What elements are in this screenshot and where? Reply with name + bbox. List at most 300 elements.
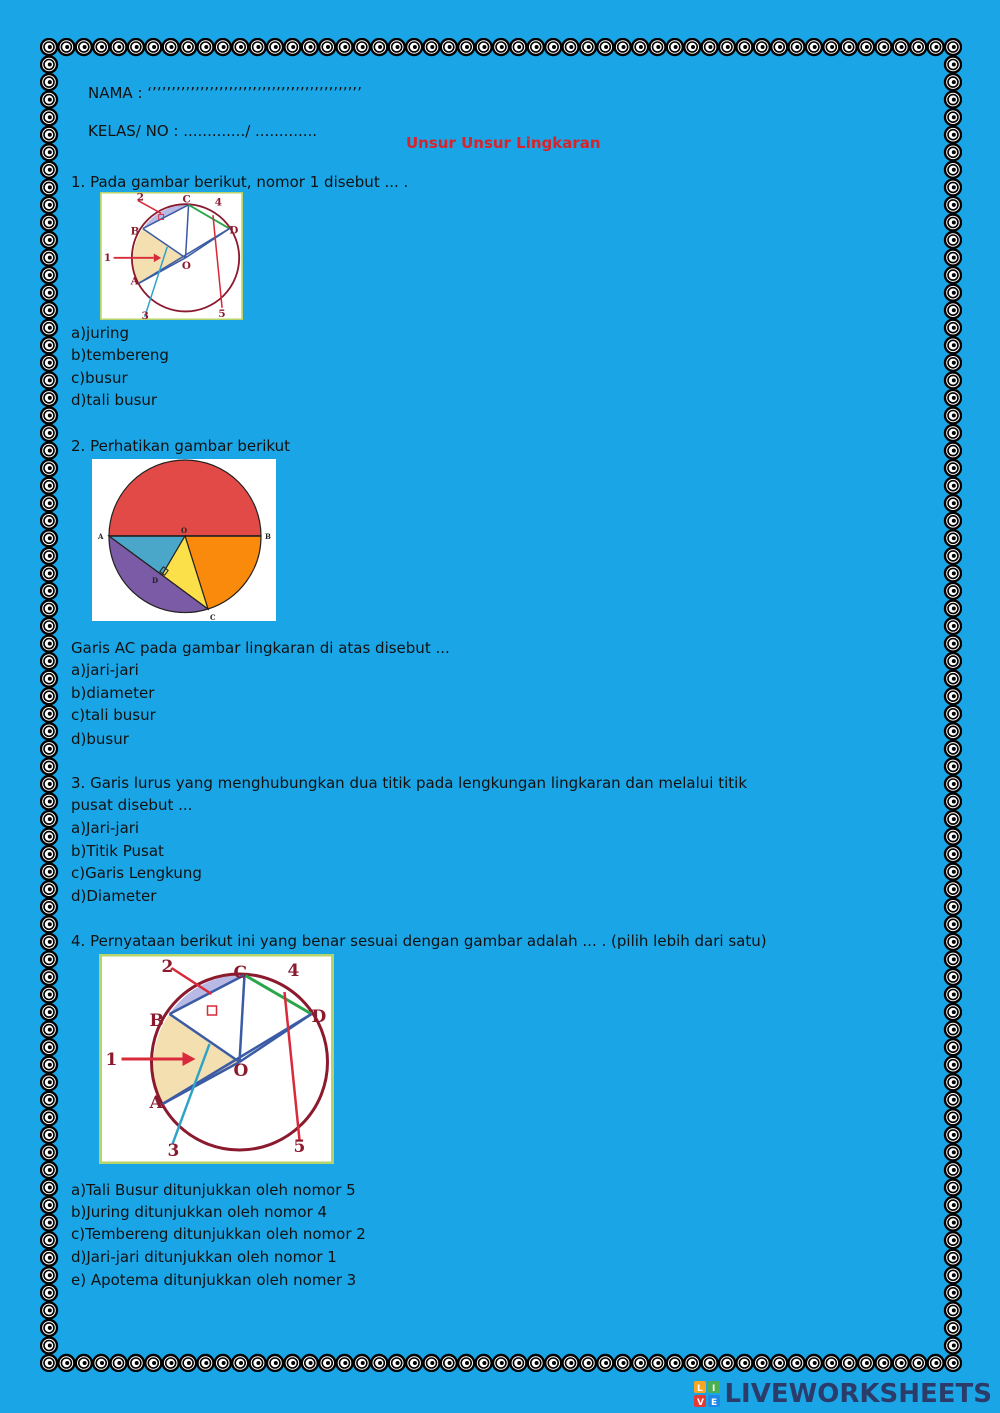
border-swirl [41,864,57,880]
border-swirl [510,1355,526,1371]
border-swirl [41,320,57,336]
label-d: D [229,224,239,237]
border-swirl [945,794,961,810]
border-swirl [41,1232,57,1248]
border-swirl [510,39,526,55]
border-swirl [284,39,300,55]
border-swirl [789,39,805,55]
border-swirl [41,495,57,511]
label-a: A [98,532,104,541]
border-swirl [945,92,961,108]
border-swirl [893,1355,909,1371]
border-swirl [41,601,57,617]
border-swirl [754,39,770,55]
border-swirl [41,758,57,774]
border-swirl [945,425,961,441]
border-swirl [41,1355,57,1371]
border-swirl [267,1355,283,1371]
border-swirl [371,1355,387,1371]
border-swirl [893,39,909,55]
border-swirl [493,1355,509,1371]
border-swirl [945,583,961,599]
border-swirl [945,1250,961,1266]
border-swirl [650,39,666,55]
border-swirl [736,1355,752,1371]
question-2-option-b[interactable]: b)diameter [71,684,155,702]
border-swirl [945,1355,961,1371]
border-swirl [702,39,718,55]
border-swirl [945,478,961,494]
border-swirl [406,1355,422,1371]
border-swirl [41,109,57,125]
border-swirl [180,39,196,55]
border-swirl [823,1355,839,1371]
border-swirl [41,1074,57,1090]
watermark-text: LIVEWORKSHEETS [724,1379,992,1409]
border-swirl [945,601,961,617]
border-swirl [945,1109,961,1125]
border-swirl [111,39,127,55]
border-swirl [945,39,961,55]
border-swirl [41,302,57,318]
border-swirl [945,144,961,160]
border-swirl [632,39,648,55]
border-swirl [945,372,961,388]
border-swirl [41,636,57,652]
svg-text:E: E [711,1398,718,1407]
border-swirl [945,530,961,546]
border-swirl [41,829,57,845]
border-swirl [41,1250,57,1266]
border-swirl [754,1355,770,1371]
border-swirl [632,1355,648,1371]
border-swirl [580,1355,596,1371]
border-swirl [545,1355,561,1371]
border-swirl [41,671,57,687]
border-swirl [667,1355,683,1371]
border-swirl [945,1074,961,1090]
page-title: Unsur Unsur Lingkaran [406,134,601,152]
border-swirl [41,688,57,704]
circle-elements-figure-large [99,954,334,1164]
border-swirl [180,1355,196,1371]
border-swirl [302,39,318,55]
border-swirl [945,1144,961,1160]
border-swirl [945,1127,961,1143]
label-3: 3 [141,309,149,320]
border-swirl [945,846,961,862]
question-3-option-c[interactable]: c)Garis Lengkung [71,864,202,882]
border-swirl [389,1355,405,1371]
label-a: A [130,275,139,288]
border-swirl [945,653,961,669]
border-swirl [198,1355,214,1371]
question-1-option-b[interactable]: b)tembereng [71,346,169,364]
border-swirl [945,162,961,178]
border-swirl [528,39,544,55]
border-swirl [41,390,57,406]
border-swirl [458,1355,474,1371]
label-5: 5 [293,1137,306,1157]
border-swirl [858,1355,874,1371]
border-swirl [41,723,57,739]
label-4: 4 [214,196,222,209]
label-3: 3 [167,1141,180,1161]
border-swirl [128,39,144,55]
question-3-option-b[interactable]: b)Titik Pusat [71,842,164,860]
border-swirl [41,618,57,634]
border-swirl [41,1144,57,1160]
border-swirl [41,1022,57,1038]
border-swirl [424,1355,440,1371]
border-swirl [928,39,944,55]
border-swirl [232,1355,248,1371]
border-swirl [615,39,631,55]
border-swirl [41,179,57,195]
border-swirl [945,215,961,231]
border-swirl [945,1267,961,1283]
border-swirl [458,39,474,55]
border-swirl [615,1355,631,1371]
border-swirl [945,934,961,950]
border-swirl [41,162,57,178]
border-swirl [41,1162,57,1178]
nama-field[interactable]: NAMA : ‘’’’’’’’’’’’’’’’’’’’’’’’’’’’’’’’’’’’’’’’’’’’’ [88,84,362,102]
border-swirl [41,934,57,950]
border-swirl [910,1355,926,1371]
border-swirl [145,39,161,55]
border-swirl [145,1355,161,1371]
border-swirl [945,320,961,336]
border-swirl [945,250,961,266]
border-swirl [41,969,57,985]
border-swirl [41,74,57,90]
border-swirl [945,127,961,143]
border-swirl [76,1355,92,1371]
border-swirl [41,232,57,248]
svg-text:I: I [712,1384,716,1394]
label-d: D [152,576,159,585]
border-swirl [41,653,57,669]
svg-text:L: L [697,1384,704,1394]
border-swirl [250,1355,266,1371]
border-swirl [41,127,57,143]
border-swirl [945,1197,961,1213]
border-swirl [354,1355,370,1371]
border-swirl [945,443,961,459]
border-swirl [58,39,74,55]
border-swirl [945,776,961,792]
border-swirl [910,39,926,55]
label-o: O [181,526,188,535]
border-swirl [41,1320,57,1336]
border-swirl [597,39,613,55]
border-swirl [945,1232,961,1248]
border-swirl [41,1302,57,1318]
border-swirl [111,1355,127,1371]
border-swirl [41,916,57,932]
border-swirl [945,688,961,704]
border-swirl [945,74,961,90]
question-3-prompt-line2: pusat disebut ... [71,796,193,814]
border-swirl [945,197,961,213]
question-4-option-a[interactable]: a)Tali Busur ditunjukkan oleh nomor 5 [71,1181,356,1199]
border-swirl [41,899,57,915]
border-swirl [163,1355,179,1371]
label-b: B [149,1011,164,1031]
border-swirl [945,390,961,406]
border-swirl [41,478,57,494]
border-swirl [41,92,57,108]
border-swirl [41,881,57,897]
border-swirl [945,565,961,581]
border-swirl [41,285,57,301]
border-swirl [41,987,57,1003]
border-swirl [771,39,787,55]
border-swirl [41,1180,57,1196]
question-2-option-c[interactable]: c)tali busur [71,706,156,724]
border-swirl [580,39,596,55]
border-swirl [41,197,57,213]
border-swirl [41,530,57,546]
border-swirl [41,408,57,424]
border-swirl [945,758,961,774]
border-swirl [302,1355,318,1371]
border-swirl [719,39,735,55]
border-swirl [597,1355,613,1371]
liveworksheets-logo-icon [694,1381,720,1407]
border-swirl [945,829,961,845]
border-swirl [58,1355,74,1371]
border-swirl [163,39,179,55]
border-swirl [41,1197,57,1213]
border-swirl [945,179,961,195]
border-swirl [493,39,509,55]
border-swirl [945,811,961,827]
border-swirl [945,1338,961,1354]
border-swirl [806,39,822,55]
border-swirl [128,1355,144,1371]
liveworksheets-watermark [694,1379,992,1409]
border-swirl [945,969,961,985]
border-swirl [337,39,353,55]
question-1-prompt: 1. Pada gambar berikut, nomor 1 disebut ... . [71,173,409,191]
label-1: 1 [103,251,112,264]
border-swirl [945,57,961,73]
question-3-option-d[interactable]: d)Diameter [71,887,157,905]
border-swirl [41,1285,57,1301]
circle-elements-figure-small [100,192,243,320]
label-d: D [311,1007,327,1027]
question-1-option-a[interactable]: a)juring [71,324,130,342]
border-swirl [41,1039,57,1055]
border-swirl [232,39,248,55]
border-swirl [319,1355,335,1371]
border-swirl [41,548,57,564]
label-c: C [233,963,248,983]
label-5: 5 [218,307,226,320]
border-swirl [945,337,961,353]
question-4-option-b[interactable]: b)Juring ditunjukkan oleh nomor 4 [71,1203,328,1221]
border-swirl [945,1039,961,1055]
border-swirl [823,39,839,55]
border-swirl [41,250,57,266]
question-2-prompt: 2. Perhatikan gambar berikut [71,437,291,455]
border-swirl [945,495,961,511]
border-swirl [945,987,961,1003]
border-swirl [945,1162,961,1178]
border-swirl [41,741,57,757]
border-swirl [945,706,961,722]
border-swirl [41,1109,57,1125]
border-swirl [41,425,57,441]
border-swirl [702,1355,718,1371]
border-swirl [945,916,961,932]
question-1-option-d[interactable]: d)tali busur [71,391,158,409]
border-swirl [41,1338,57,1354]
border-swirl [41,267,57,283]
border-swirl [945,864,961,880]
border-swirl [945,899,961,915]
border-swirl [945,267,961,283]
border-swirl [41,811,57,827]
label-b: B [130,225,140,238]
border-swirl [806,1355,822,1371]
border-swirl [771,1355,787,1371]
border-swirl [945,636,961,652]
border-swirl [876,1355,892,1371]
border-swirl [945,618,961,634]
question-4-option-c[interactable]: c)Tembereng ditunjukkan oleh nomor 2 [71,1225,366,1243]
question-3-prompt-line1: 3. Garis lurus yang menghubungkan dua titik pada lengkungan lingkaran dan melalui titik [71,774,748,792]
border-swirl [337,1355,353,1371]
border-swirl [945,355,961,371]
border-swirl [41,1215,57,1231]
border-swirl [41,443,57,459]
question-4-option-d[interactable]: d)Jari-jari ditunjukkan oleh nomor 1 [71,1248,337,1266]
border-swirl [41,215,57,231]
border-swirl [76,39,92,55]
label-a: A [149,1093,163,1113]
border-swirl [789,1355,805,1371]
label-o: O [233,1061,249,1081]
question-4-option-e[interactable]: e) Apotema ditunjukkan oleh nomer 3 [71,1271,357,1289]
question-2-option-a[interactable]: a)jari-jari [71,661,139,679]
border-swirl [41,706,57,722]
border-swirl [945,1320,961,1336]
svg-text:V: V [697,1398,705,1407]
border-swirl [250,39,266,55]
border-swirl [41,1004,57,1020]
border-swirl [476,39,492,55]
border-swirl [41,355,57,371]
border-swirl [945,1215,961,1231]
question-1-option-c[interactable]: c)busur [71,369,128,387]
border-swirl [215,1355,231,1371]
border-swirl [198,39,214,55]
border-swirl [354,39,370,55]
label-c: C [182,193,191,206]
border-swirl [215,39,231,55]
border-swirl [945,1057,961,1073]
border-swirl [41,1057,57,1073]
border-swirl [41,951,57,967]
label-1: 1 [105,1050,118,1070]
border-swirl [424,39,440,55]
label-b: B [265,532,271,541]
border-swirl [945,232,961,248]
label-4: 4 [287,961,300,981]
border-swirl [945,460,961,476]
border-swirl [545,39,561,55]
border-swirl [945,513,961,529]
border-swirl [945,881,961,897]
border-swirl [267,39,283,55]
label-2: 2 [136,192,144,204]
border-swirl [945,1022,961,1038]
border-swirl [93,1355,109,1371]
border-swirl [41,372,57,388]
border-swirl [945,1285,961,1301]
border-swirl [441,39,457,55]
border-swirl [945,671,961,687]
border-swirl [945,1180,961,1196]
label-2: 2 [161,957,174,977]
label-o: O [181,259,191,272]
border-swirl [41,1127,57,1143]
semicircle-figure [92,459,276,621]
kelas-no-field[interactable]: KELAS/ NO : ............./ ............. [88,122,318,140]
border-swirl [945,723,961,739]
border-swirl [684,39,700,55]
border-swirl [441,1355,457,1371]
border-swirl [945,302,961,318]
border-swirl [563,39,579,55]
border-swirl [858,39,874,55]
border-swirl [41,794,57,810]
border-swirl [41,460,57,476]
border-swirl [719,1355,735,1371]
border-swirl [41,1092,57,1108]
border-swirl [945,285,961,301]
border-swirl [389,39,405,55]
border-swirl [93,39,109,55]
border-swirl [528,1355,544,1371]
border-swirl [41,583,57,599]
border-swirl [876,39,892,55]
border-swirl [945,1004,961,1020]
border-swirl [945,951,961,967]
border-swirl [476,1355,492,1371]
border-swirl [41,144,57,160]
question-2-option-d[interactable]: d)busur [71,730,129,748]
border-swirl [945,109,961,125]
border-swirl [406,39,422,55]
question-3-option-a[interactable]: a)Jari-jari [71,819,140,837]
border-swirl [41,1267,57,1283]
border-swirl [684,1355,700,1371]
border-swirl [667,39,683,55]
border-swirl [945,1302,961,1318]
border-swirl [41,846,57,862]
border-swirl [841,1355,857,1371]
question-4-prompt: 4. Pernyataan berikut ini yang benar sesuai dengan gambar adalah ... . (pilih lebih dari satu) [71,932,767,950]
border-swirl [41,776,57,792]
border-swirl [650,1355,666,1371]
border-swirl [41,39,57,55]
border-swirl [371,39,387,55]
border-swirl [945,408,961,424]
